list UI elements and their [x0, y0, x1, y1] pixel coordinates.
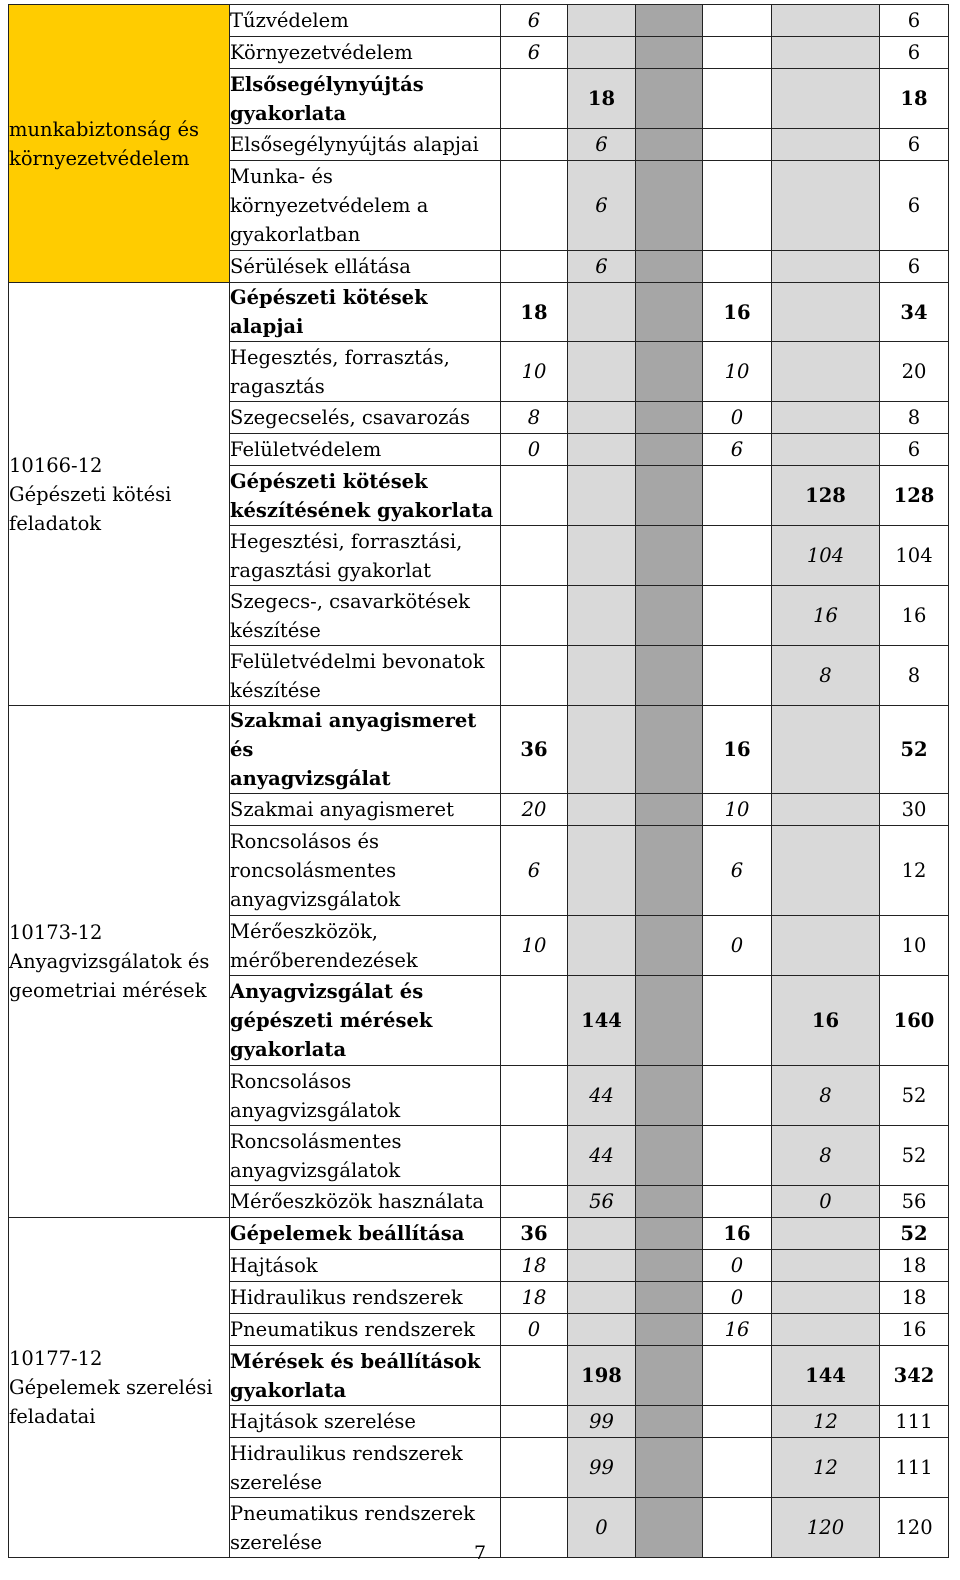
hours-cell-4	[772, 794, 880, 826]
subject-cell	[230, 1218, 501, 1250]
hours-cell-5: 160	[880, 976, 949, 1066]
shaded-column-cell	[636, 1186, 703, 1218]
hours-cell-1: 6	[501, 37, 568, 69]
hours-cell-5: 111	[880, 1406, 949, 1438]
hours-cell-2	[568, 916, 636, 976]
hours-cell-5: 52	[880, 1066, 949, 1126]
shaded-column-cell	[636, 37, 703, 69]
hours-cell-2: 44	[568, 1066, 636, 1126]
hours-cell-1	[501, 69, 568, 129]
hours-cell-4	[772, 1314, 880, 1346]
subject-cell	[230, 402, 501, 434]
subject-name-line: Felületvédelmi bevonatok	[230, 649, 485, 673]
shaded-column-cell	[636, 1438, 703, 1498]
hours-cell-5: 56	[880, 1186, 949, 1218]
subject-name-line: Hajtások szerelése	[230, 1410, 416, 1433]
shaded-column-cell	[636, 1218, 703, 1250]
hours-cell-4: 104	[772, 526, 880, 586]
hours-cell-5: 342	[880, 1346, 949, 1406]
hours-cell-3	[703, 129, 772, 161]
hours-cell-3	[703, 161, 772, 251]
subject-name-line: környezetvédelem a	[230, 194, 429, 217]
hours-cell-1: 10	[501, 916, 568, 976]
hours-cell-5: 6	[880, 5, 949, 37]
hours-cell-3: 16	[703, 283, 772, 342]
hours-cell-2	[568, 706, 636, 794]
hours-cell-3	[703, 37, 772, 69]
module-cell	[9, 5, 230, 283]
hours-cell-2: 44	[568, 1126, 636, 1186]
subject-cell	[230, 37, 501, 69]
subject-cell	[230, 646, 501, 706]
hours-cell-2: 144	[568, 976, 636, 1066]
subject-cell	[230, 794, 501, 826]
hours-cell-2	[568, 402, 636, 434]
curriculum-table	[8, 4, 949, 1558]
module-name-line: 10173-12	[9, 921, 103, 944]
hours-cell-1	[501, 586, 568, 646]
hours-cell-2	[568, 466, 636, 526]
hours-cell-1	[501, 1186, 568, 1218]
hours-cell-4	[772, 5, 880, 37]
shaded-column-cell	[636, 826, 703, 916]
subject-name-line: roncsolásmentes	[230, 859, 397, 882]
subject-name-line: Pneumatikus rendszerek	[230, 1318, 475, 1341]
hours-cell-5: 18	[880, 69, 949, 129]
table-body	[9, 5, 949, 1558]
shaded-column-cell	[636, 916, 703, 976]
subject-cell	[230, 129, 501, 161]
shaded-column-cell	[636, 161, 703, 251]
subject-name-line: Anyagvizsgálat és	[230, 980, 424, 1003]
subject-name-line: gyakorlata	[230, 101, 347, 125]
subject-cell	[230, 5, 501, 37]
hours-cell-3: 0	[703, 916, 772, 976]
hours-cell-1: 6	[501, 5, 568, 37]
subject-cell	[230, 1346, 501, 1406]
hours-cell-1	[501, 526, 568, 586]
shaded-column-cell	[636, 402, 703, 434]
shaded-column-cell	[636, 466, 703, 526]
shaded-column-cell	[636, 646, 703, 706]
subject-cell	[230, 466, 501, 526]
hours-cell-4	[772, 129, 880, 161]
hours-cell-2: 198	[568, 1346, 636, 1406]
hours-cell-4	[772, 37, 880, 69]
hours-cell-4	[772, 826, 880, 916]
hours-cell-5: 16	[880, 1314, 949, 1346]
hours-cell-3	[703, 1406, 772, 1438]
subject-name-line: Sérülések ellátása	[230, 255, 411, 278]
hours-cell-5: 34	[880, 283, 949, 342]
module-name-line: 10166-12	[9, 453, 103, 477]
hours-cell-5: 18	[880, 1250, 949, 1282]
shaded-column-cell	[636, 586, 703, 646]
hours-cell-5: 6	[880, 161, 949, 251]
subject-cell	[230, 1282, 501, 1314]
hours-cell-1	[501, 1438, 568, 1498]
hours-cell-2	[568, 826, 636, 916]
subject-cell	[230, 251, 501, 283]
table-row	[9, 1218, 949, 1250]
subject-name-line: Gépészeti kötések alapjai	[230, 286, 428, 338]
subject-name-line: Gépelemek beállítása	[230, 1222, 465, 1245]
hours-cell-4: 16	[772, 586, 880, 646]
hours-cell-4: 16	[772, 976, 880, 1066]
subject-name-line: ragasztás	[230, 374, 325, 398]
hours-cell-1: 36	[501, 1218, 568, 1250]
subject-name-line: gyakorlatban	[230, 223, 361, 246]
shaded-column-cell	[636, 251, 703, 283]
hours-cell-1: 36	[501, 706, 568, 794]
hours-cell-5: 120	[880, 1498, 949, 1558]
subject-name-line: Roncsolásmentes	[230, 1129, 402, 1153]
subject-name-line: Környezetvédelem	[230, 41, 413, 64]
hours-cell-1: 18	[501, 283, 568, 342]
hours-cell-2	[568, 5, 636, 37]
shaded-column-cell	[636, 283, 703, 342]
subject-name-line: szerelése	[230, 1530, 323, 1554]
shaded-column-cell	[636, 1314, 703, 1346]
hours-cell-1	[501, 1406, 568, 1438]
hours-cell-4: 128	[772, 466, 880, 526]
hours-cell-4: 0	[772, 1186, 880, 1218]
hours-cell-2: 99	[568, 1406, 636, 1438]
subject-name-line: Hidraulikus rendszerek	[230, 1441, 463, 1465]
subject-cell	[230, 1314, 501, 1346]
subject-cell	[230, 69, 501, 129]
hours-cell-4: 8	[772, 1066, 880, 1126]
hours-cell-2: 0	[568, 1498, 636, 1558]
hours-cell-4: 8	[772, 646, 880, 706]
hours-cell-2	[568, 646, 636, 706]
shaded-column-cell	[636, 526, 703, 586]
shaded-column-cell	[636, 129, 703, 161]
hours-cell-4	[772, 1282, 880, 1314]
subject-cell	[230, 1186, 501, 1218]
hours-cell-3: 10	[703, 794, 772, 826]
hours-cell-4: 12	[772, 1406, 880, 1438]
module-name-line: Gépészeti kötési	[9, 482, 172, 506]
hours-cell-3: 6	[703, 826, 772, 916]
hours-cell-4	[772, 1218, 880, 1250]
subject-name-line: gyakorlata	[230, 1038, 347, 1061]
module-cell	[9, 1218, 230, 1558]
subject-name-line: készítésének gyakorlata	[230, 498, 494, 522]
subject-cell	[230, 1250, 501, 1282]
module-name-line: Anyagvizsgálatok és	[9, 950, 210, 973]
subject-name-line: Hegesztés, forrasztás,	[230, 345, 450, 369]
subject-name-line: Mérőeszközök használata	[230, 1190, 484, 1213]
hours-cell-1: 8	[501, 402, 568, 434]
hours-cell-1: 0	[501, 1314, 568, 1346]
subject-cell	[230, 976, 501, 1066]
hours-cell-3: 16	[703, 1218, 772, 1250]
hours-cell-3	[703, 69, 772, 129]
shaded-column-cell	[636, 5, 703, 37]
shaded-column-cell	[636, 1406, 703, 1438]
hours-cell-4	[772, 402, 880, 434]
subject-name-line: Szegecs-, csavarkötések	[230, 589, 470, 613]
hours-cell-1: 10	[501, 342, 568, 402]
hours-cell-4	[772, 434, 880, 466]
subject-name-line: Mérőeszközök,	[230, 919, 378, 943]
hours-cell-1	[501, 1066, 568, 1126]
subject-name-line: Elsősegélynyújtás alapjai	[230, 133, 479, 156]
hours-cell-3	[703, 466, 772, 526]
subject-cell	[230, 526, 501, 586]
hours-cell-3: 16	[703, 706, 772, 794]
hours-cell-2: 56	[568, 1186, 636, 1218]
hours-cell-5: 20	[880, 342, 949, 402]
subject-name-line: Szegecselés, csavarozás	[230, 406, 471, 429]
subject-name-line: Hidraulikus rendszerek	[230, 1286, 463, 1309]
shaded-column-cell	[636, 1282, 703, 1314]
subject-cell	[230, 434, 501, 466]
subject-cell	[230, 1406, 501, 1438]
hours-cell-1	[501, 1346, 568, 1406]
shaded-column-cell	[636, 69, 703, 129]
hours-cell-5: 104	[880, 526, 949, 586]
hours-cell-4	[772, 916, 880, 976]
hours-cell-5: 8	[880, 402, 949, 434]
shaded-column-cell	[636, 794, 703, 826]
hours-cell-2: 6	[568, 129, 636, 161]
hours-cell-1: 6	[501, 826, 568, 916]
shaded-column-cell	[636, 706, 703, 794]
hours-cell-5: 8	[880, 646, 949, 706]
subject-name-line: Felületvédelem	[230, 438, 382, 461]
subject-cell	[230, 1126, 501, 1186]
table-row	[9, 5, 949, 37]
module-cell	[9, 283, 230, 706]
subject-cell	[230, 1438, 501, 1498]
hours-cell-3	[703, 5, 772, 37]
hours-cell-3	[703, 1346, 772, 1406]
hours-cell-2	[568, 1314, 636, 1346]
hours-cell-5: 111	[880, 1438, 949, 1498]
subject-name-line: Roncsolásos	[230, 1069, 352, 1093]
hours-cell-1	[501, 251, 568, 283]
module-name-line: környezetvédelem	[9, 146, 190, 170]
hours-cell-3	[703, 1186, 772, 1218]
subject-name-line: anyagvizsgálatok	[230, 1098, 401, 1122]
hours-cell-5: 128	[880, 466, 949, 526]
subject-name-line: Munka- és	[230, 165, 333, 188]
subject-name-line: Hegesztési, forrasztási,	[230, 529, 463, 553]
hours-cell-2	[568, 37, 636, 69]
hours-cell-4: 12	[772, 1438, 880, 1498]
subject-name-line: gyakorlata	[230, 1378, 347, 1402]
page-number: 7	[473, 1542, 487, 1564]
hours-cell-2	[568, 434, 636, 466]
subject-cell	[230, 342, 501, 402]
subject-name-line: Gépészeti kötések	[230, 469, 428, 493]
hours-cell-3: 16	[703, 1314, 772, 1346]
hours-cell-3	[703, 1438, 772, 1498]
hours-cell-1: 20	[501, 794, 568, 826]
hours-cell-2	[568, 342, 636, 402]
subject-name-line: mérőberendezések	[230, 948, 418, 972]
hours-cell-4: 144	[772, 1346, 880, 1406]
module-cell	[9, 706, 230, 1218]
subject-name-line: Elsősegélynyújtás	[230, 72, 424, 96]
hours-cell-1: 18	[501, 1250, 568, 1282]
subject-cell	[230, 1066, 501, 1126]
hours-cell-5: 10	[880, 916, 949, 976]
hours-cell-3: 6	[703, 434, 772, 466]
subject-name-line: Mérések és beállítások	[230, 1349, 481, 1373]
module-name-line: feladatai	[9, 1405, 96, 1428]
hours-cell-3	[703, 586, 772, 646]
shaded-column-cell	[636, 976, 703, 1066]
subject-name-line: anyagvizsgálatok	[230, 1158, 401, 1182]
hours-cell-1	[501, 466, 568, 526]
hours-cell-5: 12	[880, 826, 949, 916]
subject-cell	[230, 161, 501, 251]
subject-cell	[230, 826, 501, 916]
hours-cell-3	[703, 526, 772, 586]
hours-cell-2: 6	[568, 161, 636, 251]
subject-name-line: Szakmai anyagismeret	[230, 798, 454, 821]
hours-cell-2	[568, 283, 636, 342]
hours-cell-2	[568, 526, 636, 586]
shaded-column-cell	[636, 434, 703, 466]
hours-cell-3: 0	[703, 1250, 772, 1282]
hours-cell-2: 99	[568, 1438, 636, 1498]
hours-cell-4	[772, 69, 880, 129]
subject-cell	[230, 706, 501, 794]
hours-cell-2	[568, 794, 636, 826]
subject-name-line: Szakmai anyagismeret és	[230, 709, 477, 761]
hours-cell-1	[501, 646, 568, 706]
hours-cell-3: 0	[703, 402, 772, 434]
shaded-column-cell	[636, 1250, 703, 1282]
hours-cell-4	[772, 706, 880, 794]
module-name-line: geometriai mérések	[9, 979, 207, 1002]
subject-name-line: Tűzvédelem	[230, 9, 349, 32]
hours-cell-1	[501, 129, 568, 161]
hours-cell-5: 6	[880, 129, 949, 161]
hours-cell-4	[772, 1250, 880, 1282]
shaded-column-cell	[636, 1126, 703, 1186]
hours-cell-5: 18	[880, 1282, 949, 1314]
subject-name-line: gépészeti mérések	[230, 1009, 433, 1032]
subject-name-line: ragasztási gyakorlat	[230, 558, 431, 582]
subject-cell	[230, 586, 501, 646]
subject-name-line: anyagvizsgálatok	[230, 888, 401, 911]
hours-cell-3	[703, 646, 772, 706]
module-name-line: feladatok	[9, 511, 102, 535]
hours-cell-3	[703, 1066, 772, 1126]
hours-cell-5: 6	[880, 37, 949, 69]
subject-cell	[230, 283, 501, 342]
subject-name-line: készítése	[230, 678, 321, 702]
hours-cell-2	[568, 1250, 636, 1282]
hours-cell-1	[501, 1126, 568, 1186]
hours-cell-5: 52	[880, 1126, 949, 1186]
table-row	[9, 283, 949, 342]
hours-cell-4	[772, 283, 880, 342]
subject-cell	[230, 916, 501, 976]
hours-cell-1	[501, 161, 568, 251]
hours-cell-1: 18	[501, 1282, 568, 1314]
hours-cell-4: 120	[772, 1498, 880, 1558]
hours-cell-3	[703, 976, 772, 1066]
hours-cell-5: 6	[880, 251, 949, 283]
subject-name-line: Roncsolásos és	[230, 830, 380, 853]
shaded-column-cell	[636, 1346, 703, 1406]
hours-cell-2	[568, 1282, 636, 1314]
shaded-column-cell	[636, 342, 703, 402]
shaded-column-cell	[636, 1066, 703, 1126]
subject-name-line: Hajtások	[230, 1254, 318, 1277]
hours-cell-5: 52	[880, 706, 949, 794]
hours-cell-4	[772, 161, 880, 251]
hours-cell-5: 52	[880, 1218, 949, 1250]
hours-cell-3: 10	[703, 342, 772, 402]
hours-cell-5: 16	[880, 586, 949, 646]
hours-cell-4: 8	[772, 1126, 880, 1186]
hours-cell-5: 6	[880, 434, 949, 466]
subject-name-line: készítése	[230, 618, 321, 642]
table-row	[9, 706, 949, 794]
subject-name-line: Pneumatikus rendszerek	[230, 1501, 475, 1525]
subject-name-line: anyagvizsgálat	[230, 767, 391, 790]
hours-cell-2: 18	[568, 69, 636, 129]
module-name-line: munkabiztonság és	[9, 117, 200, 141]
subject-name-line: szerelése	[230, 1470, 323, 1494]
module-name-line: 10177-12	[9, 1347, 103, 1370]
hours-cell-2	[568, 1218, 636, 1250]
hours-cell-5: 30	[880, 794, 949, 826]
module-name-line: Gépelemek szerelési	[9, 1376, 213, 1399]
hours-cell-3	[703, 1126, 772, 1186]
hours-cell-3	[703, 251, 772, 283]
hours-cell-4	[772, 251, 880, 283]
hours-cell-2: 6	[568, 251, 636, 283]
hours-cell-1	[501, 976, 568, 1066]
hours-cell-2	[568, 586, 636, 646]
hours-cell-4	[772, 342, 880, 402]
hours-cell-1: 0	[501, 434, 568, 466]
hours-cell-3: 0	[703, 1282, 772, 1314]
